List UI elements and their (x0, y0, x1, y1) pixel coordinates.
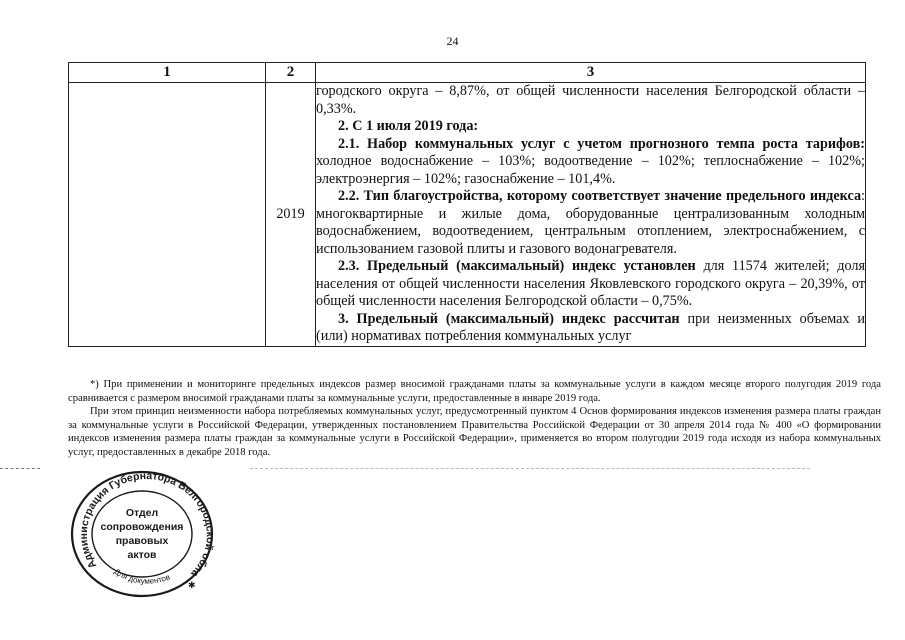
section-2-1-heading: 2.1. Набор коммунальных услуг с учетом прогнозного темпа роста тарифов: (338, 135, 865, 152)
section-2-2-heading: 2.2. Тип благоустройства, которому соответствует значение предельного индекса (338, 188, 862, 204)
svg-text:Для документов (112, 567, 171, 586)
section-2-heading: 2. С 1 июля 2019 года: (338, 118, 479, 134)
section-2-3 (316, 258, 865, 311)
section-2-1 (316, 136, 865, 189)
column-header-1: 1 (69, 63, 266, 83)
section-3-text: при неизменных объемах и (или) нормативах потребления коммунальных услуг (316, 310, 865, 344)
footnotes (68, 378, 881, 460)
stamp-center-line: сопровождения (100, 521, 184, 533)
section-2-2-text: : многоквартирные и жилые дома, оборудованные централизованным холодным водоснабжением, водоотведением, центральным отоплением, электроснабжением, с использованием газовой плиты и газового водонагревателя. (316, 188, 865, 257)
year-cell: 2019 (266, 83, 316, 347)
table-row (69, 83, 866, 347)
scan-artifact-line (250, 468, 810, 470)
official-stamp (70, 470, 216, 598)
page-number: 24 (446, 34, 459, 48)
stamp-ring-text: Администрация Губернатора Белгородской обла (77, 470, 216, 580)
section-2-2 (316, 188, 865, 258)
section-2-3-heading: 2.3. Предельный (максимальный) индекс установлен (338, 258, 696, 274)
column-header-3: 3 (316, 63, 866, 83)
table-header-row (69, 63, 866, 83)
stamp-bottom-text: Для документов (112, 566, 172, 586)
stamp-center-line: актов (127, 549, 157, 561)
content-cell (316, 83, 866, 347)
section-2-3-text: для 11574 жителей; доля населения от общей численности населения Яковлевского городского округа – 20,39%, от общей численности населения Белгородской области – 0,75%. (316, 258, 865, 309)
stamp-graphic (70, 470, 216, 598)
column-header-2: 2 (266, 63, 316, 83)
section-3-heading: 3. Предельный (максимальный) индекс рассчитан (338, 310, 680, 327)
section-2-1-text: холодное водоснабжение – 103%; водоотведение – 102%; теплоснабжение – 102%; электроэнергия – 102%; газоснабжение – 101,4%. (316, 153, 865, 187)
section-3 (316, 311, 865, 346)
star-icon: ✱ (188, 580, 196, 590)
footnote-1: *) При применении и мониторинге предельных индексов размер вносимой гражданами платы за коммунальные услуги в каждом месяце второго полугодия 2019 года сравнивается с размером вносимой гражданами платы за коммунальные услуги, предоставленные в январе 2019 года. (68, 379, 881, 404)
scan-artifact-line (0, 468, 40, 470)
column-1-cell (69, 83, 266, 347)
stamp-center-line: Отдел (125, 507, 159, 519)
footnote-2: При этом принцип неизменности набора потребляемых коммунальных услуг, предусмотренный пунктом 4 Основ формирования индексов изменения размера платы граждан за коммунальные услуги в Российской Федерации, утвержденных постановлением Правительства Российской Федерации от 30 апреля 2014 года № 400 «О формировании индексов изменения размера платы граждан за коммунальные услуги в Российской Федерации», применяется во втором полугодии 2019 года исходя из набора коммунальных услуг, предоставленных в декабре 2018 года. (68, 406, 881, 458)
document-table (68, 62, 866, 347)
stamp-center-line: правовых (115, 535, 169, 547)
paragraph-continuation: городского округа – 8,87%, от общей численности населения Белгородской области – 0,33%. (316, 83, 865, 117)
